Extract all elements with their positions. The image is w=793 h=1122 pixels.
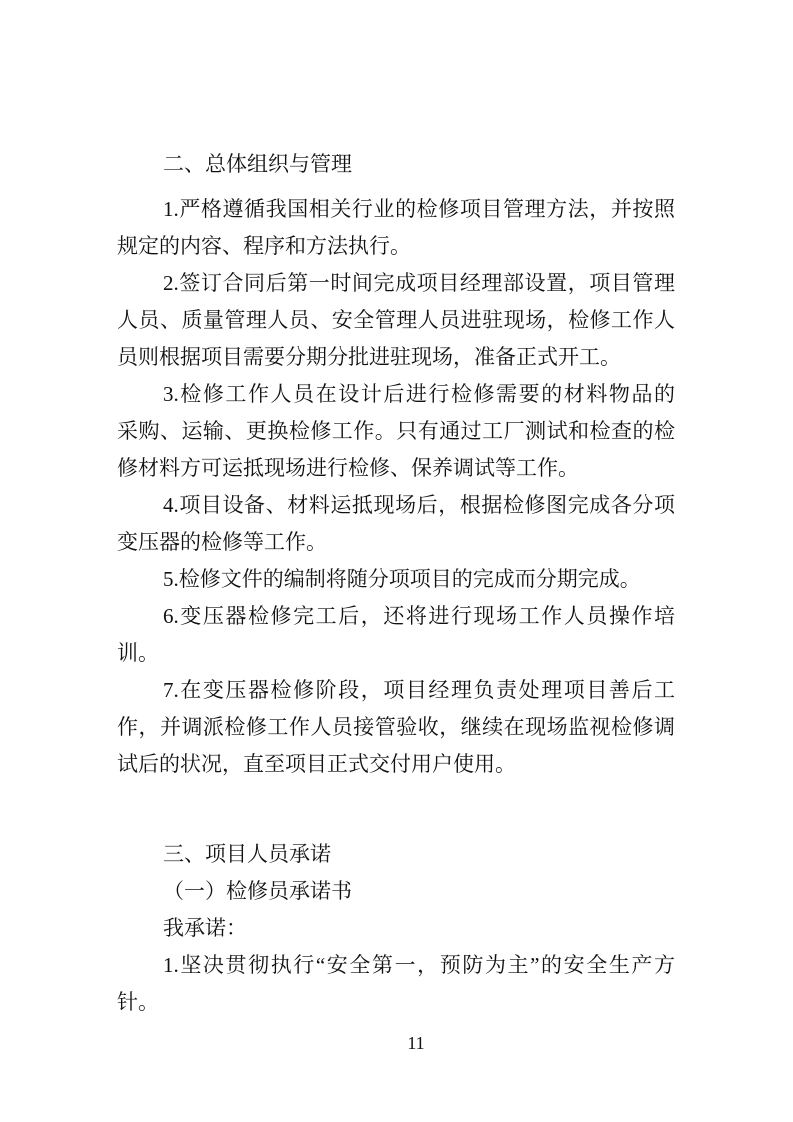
list-item bbox=[117, 191, 675, 265]
paragraph-line: 员则根据项目需要分期分批进驻现场，准备正式开工。 bbox=[117, 345, 621, 369]
subsection-heading: （一）检修员承诺书 bbox=[163, 879, 352, 903]
paragraph-line: 3.检修工作人员在设计后进行检修需要的材料物品的 bbox=[163, 382, 675, 406]
paragraph-line: 人员、质量管理人员、安全管理人员进驻现场，检修工作人 bbox=[117, 308, 675, 332]
page-body bbox=[117, 146, 675, 1021]
list-item bbox=[117, 947, 675, 1021]
section-personnel-commitment bbox=[117, 836, 675, 1021]
section-heading: 三、项目人员承诺 bbox=[163, 842, 331, 866]
paragraph-line: 采购、运输、更换检修工作。只有通过工厂测试和检查的检 bbox=[117, 419, 675, 443]
list-item bbox=[117, 265, 675, 376]
paragraph-line: 2.签订合同后第一时间完成项目经理部设置，项目管理 bbox=[163, 271, 675, 295]
paragraph-line: 修材料方可运抵现场进行检修、保养调试等工作。 bbox=[117, 456, 579, 480]
section-heading: 二、总体组织与管理 bbox=[163, 152, 352, 176]
paragraph-line: 5.检修文件的编制将随分项项目的完成而分期完成。 bbox=[163, 567, 641, 591]
section-overall-management bbox=[117, 146, 675, 783]
paragraph-line: 规定的内容、程序和方法执行。 bbox=[117, 234, 411, 258]
paragraph-line: 4.项目设备、材料运抵现场后，根据检修图完成各分项 bbox=[163, 493, 675, 517]
paragraph-line: 1.坚决贯彻执行“安全第一，预防为主”的安全生产方 bbox=[163, 953, 675, 977]
paragraph-line: 变压器的检修等工作。 bbox=[117, 530, 327, 554]
list-item bbox=[117, 487, 675, 561]
list-item bbox=[117, 672, 675, 783]
list-item bbox=[117, 561, 675, 598]
paragraph-line: 试后的状况，直至项目正式交付用户使用。 bbox=[117, 752, 516, 776]
list-item bbox=[117, 598, 675, 672]
paragraph-line: 训。 bbox=[117, 641, 159, 665]
paragraph-line: 7.在变压器检修阶段，项目经理负责处理项目善后工 bbox=[163, 678, 675, 702]
paragraph-line: 作，并调派检修工作人员接管验收，继续在现场监视检修调 bbox=[117, 715, 675, 739]
paragraph-line: 针。 bbox=[117, 990, 159, 1014]
commitment-intro: 我承诺： bbox=[163, 916, 247, 940]
list-item bbox=[117, 376, 675, 487]
paragraph-line: 6.变压器检修完工后，还将进行现场工作人员操作培 bbox=[163, 604, 675, 628]
page-number: 11 bbox=[407, 1033, 425, 1053]
paragraph-line: 1.严格遵循我国相关行业的检修项目管理方法，并按照 bbox=[163, 197, 675, 221]
